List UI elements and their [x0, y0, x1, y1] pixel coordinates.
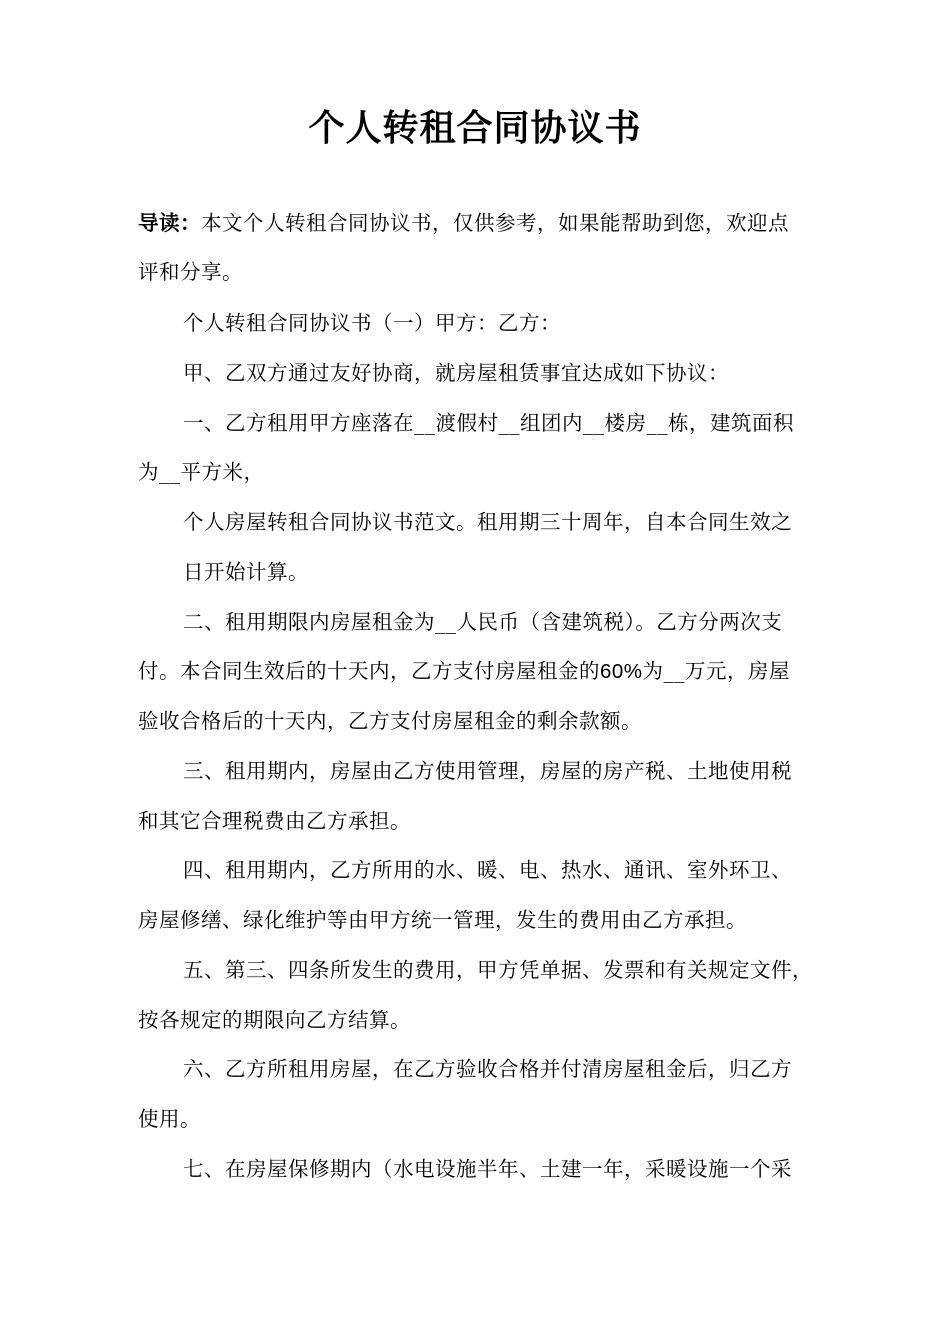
paragraph-line: 使用。	[138, 1107, 201, 1131]
paragraph-line: 按各规定的期限向乙方结算。	[138, 1008, 411, 1032]
paragraph-line: 个人房屋转租合同协议书范文。租用期三十周年，自本合同生效之	[183, 510, 792, 534]
paragraph-line: 个人转租合同协议书（一）甲方：乙方：	[183, 311, 561, 335]
paragraph-line: 验收合格后的十天内，乙方支付房屋租金的剩余款额。	[138, 709, 642, 733]
paragraph-line: 为__平方米，	[138, 460, 265, 484]
paragraph-line: 二、租用期限内房屋租金为__人民币（含建筑税）。乙方分两次支	[183, 610, 783, 634]
paragraph-line: 房屋修缮、绿化维护等由甲方统一管理，发生的费用由乙方承担。	[138, 908, 747, 932]
paragraph-line: 和其它合理税费由乙方承担。	[138, 809, 411, 833]
paragraph-line: 七、在房屋保修期内（水电设施半年、土建一年，采暖设施一个采	[183, 1157, 792, 1181]
paragraph-text: 付。本合同生效后的十天内，乙方支付房屋租金的	[138, 659, 600, 683]
intro-text: 本文个人转租合同协议书，仅供参考，如果能帮助到您，欢迎点	[201, 211, 789, 235]
paragraph-line: 三、租用期内，房屋由乙方使用管理，房屋的房产税、土地使用税	[183, 759, 792, 783]
intro-text-continued: 评和分享。	[138, 260, 243, 284]
paragraph-line: 一、乙方租用甲方座落在__渡假村__组团内__楼房__栋，建筑面积	[183, 411, 794, 435]
paragraph-text: 万元，房屋	[685, 659, 791, 683]
paragraph-line: 四、租用期内，乙方所用的水、暖、电、热水、通讯、室外环卫、	[183, 858, 792, 882]
paragraph-line: 甲、乙双方通过友好协商，就房屋租赁事宜达成如下协议：	[183, 361, 729, 385]
percent-value: 60%	[600, 660, 643, 683]
paragraph-text: 为__	[642, 659, 686, 683]
intro-paragraph	[138, 208, 838, 238]
paragraph-line-with-percent	[138, 656, 838, 687]
paragraph-line: 六、乙方所租用房屋，在乙方验收合格并付清房屋租金后，归乙方	[183, 1057, 792, 1081]
paragraph-line: 五、第三、四条所发生的费用，甲方凭单据、发票和有关规定文件，	[183, 958, 813, 982]
paragraph-line: 日开始计算。	[183, 560, 309, 584]
intro-label: 导读：	[138, 211, 201, 235]
document-title: 个人转租合同协议书	[308, 108, 642, 149]
